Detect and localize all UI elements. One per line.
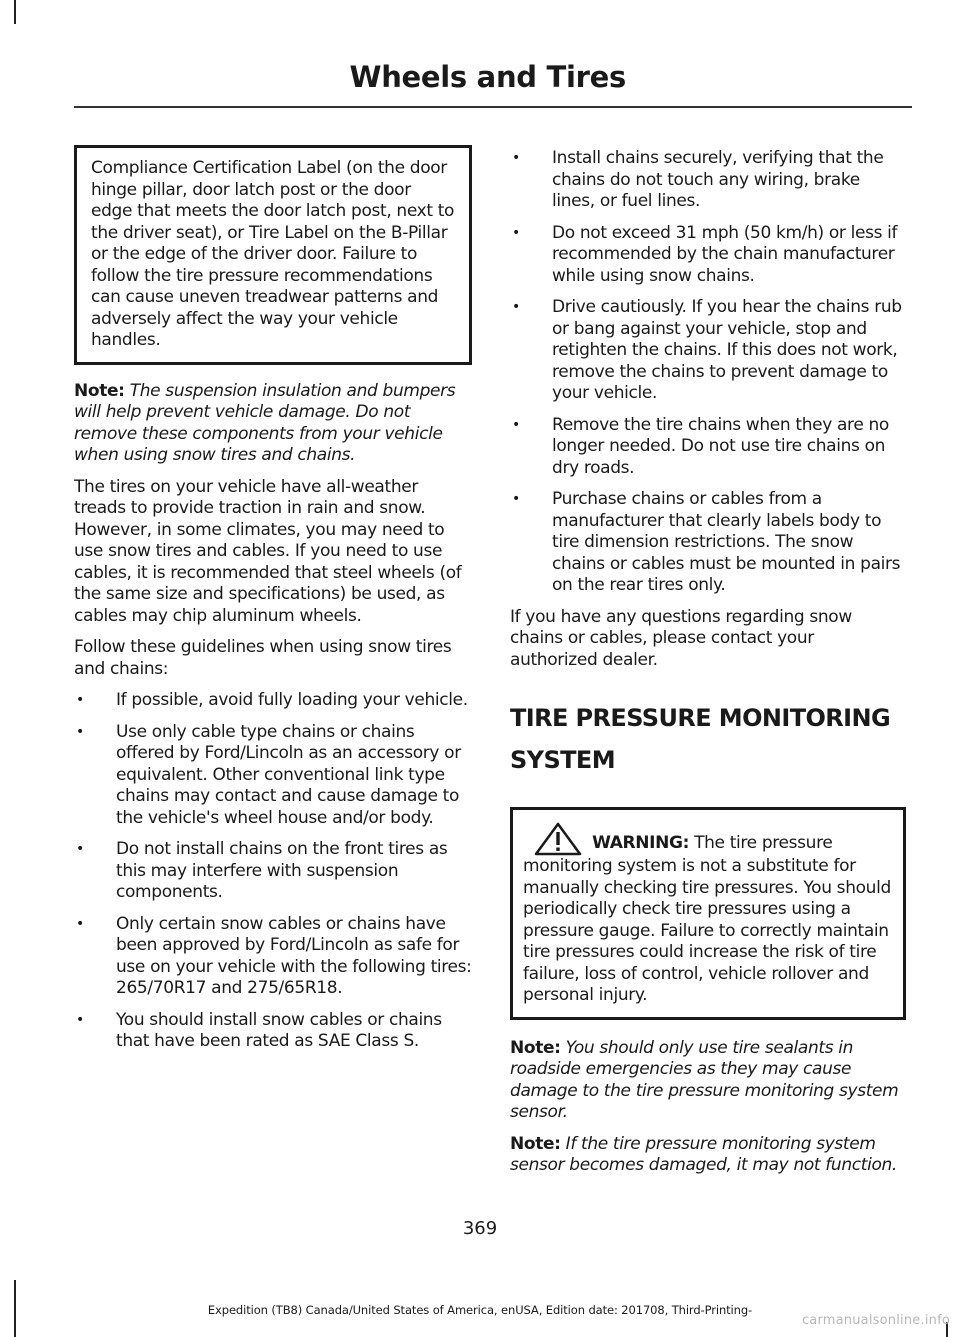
note [510,1134,906,1177]
section-heading [510,697,906,781]
paragraph: Follow these guidelines when using snow tires and chains: [74,637,452,679]
list-item: • Drive cautiously. If you hear the chains rub or bang against your vehicle, stop and retighten the chains. If this does not work, remove the chains to prevent damage to your vehicle. [510,297,906,405]
warning-label: WARNING: [592,833,690,853]
info-box-text: Compliance Certification Label (on the door hinge pillar, door latch post or the door edge that meets the door latch post, next to the driver seat), or Tire Label on the B-Pillar or the edge of the driver door. Failure to follow the tire pressure recommendations can cause uneven treadwear patterns and adversely affect the way your vehicle handles. [91,158,455,350]
list-item: • Only certain snow cables or chains have been approved by Ford/Lincoln as safe for use on your vehicle with the following tires: 265/70R17 and 275/65R18. [74,914,472,1000]
list-item: • Do not exceed 31 mph (50 km/h) or less if recommended by the chain manufacturer while using snow chains. [510,223,906,288]
note-label: Note: [510,1133,561,1154]
warning-triangle-icon [533,822,583,856]
footer-text: Expedition (TB8) Canada/United States of America, enUSA, Edition date: 201708, Third-Printing- [207,1303,753,1317]
list-item: • Remove the tire chains when they are no longer needed. Do not use tire chains on dry roads. [510,415,906,480]
info-box [74,145,472,365]
section-heading-line: TIRE PRESSURE MONITORING [510,704,891,732]
section-heading-line: SYSTEM [510,746,615,774]
bullet-list [74,690,472,1053]
note-text: The suspension insulation and bumpers will help prevent vehicle damage. Do not remove these components from your vehicle when using snow tires and chains. [74,380,456,465]
page-number: 369 [462,1218,498,1239]
right-column [510,148,906,1187]
crop-mark [14,0,16,24]
left-column [74,145,472,1063]
header-divider [74,106,912,108]
note-label: Note: [74,380,125,401]
list-item: • Do not install chains on the front tires as this may interfere with suspension components. [74,839,472,904]
list-item: • Use only cable type chains or chains offered by Ford/Lincoln as an accessory or equivalent. Other conventional link type chains may contact and cause damage to the vehicle's wheel house and/or body. [74,722,472,830]
note-text: You should only use tire sealants in roadside emergencies as they may cause damage to the tire pressure monitoring system sensor. [510,1037,899,1122]
bullet-list [510,148,906,597]
note [510,1038,906,1124]
page-title: Wheels and Tires [349,60,626,94]
warning-box [510,807,906,1020]
note [74,381,472,467]
note-text: If the tire pressure monitoring system sensor becomes damaged, it may not function. [510,1133,897,1175]
watermark: carmanualsonline.info [801,1313,950,1328]
paragraph: The tires on your vehicle have all-weather treads to provide traction in rain and snow. However, in some climates, you may need to use snow tires and cables. If you need to use cables, it is recommended that steel wheels (of the same size and specifications) be used, as cables may chip aluminum wheels. [74,476,462,626]
warning-text: The tire pressure monitoring system is not a substitute for manually checking tire pressures. You should periodically check tire pressures using a pressure gauge. Failure to correctly maintain tire pressures could increase the risk of tire failure, loss of control, vehicle rollover and personal injury. [523,833,891,1005]
list-item: • You should install snow cables or chains that have been rated as SAE Class S. [74,1010,472,1053]
list-item: • Install chains securely, verifying that the chains do not touch any wiring, brake lines, or fuel lines. [510,148,906,213]
list-item: • Purchase chains or cables from a manufacturer that clearly labels body to tire dimension restrictions. The snow chains or cables must be mounted in pairs on the rear tires only. [510,489,906,597]
note-label: Note: [510,1037,561,1058]
list-item: • If possible, avoid fully loading your vehicle. [74,690,472,712]
paragraph: If you have any questions regarding snow chains or cables, please contact your authorized dealer. [510,606,852,670]
